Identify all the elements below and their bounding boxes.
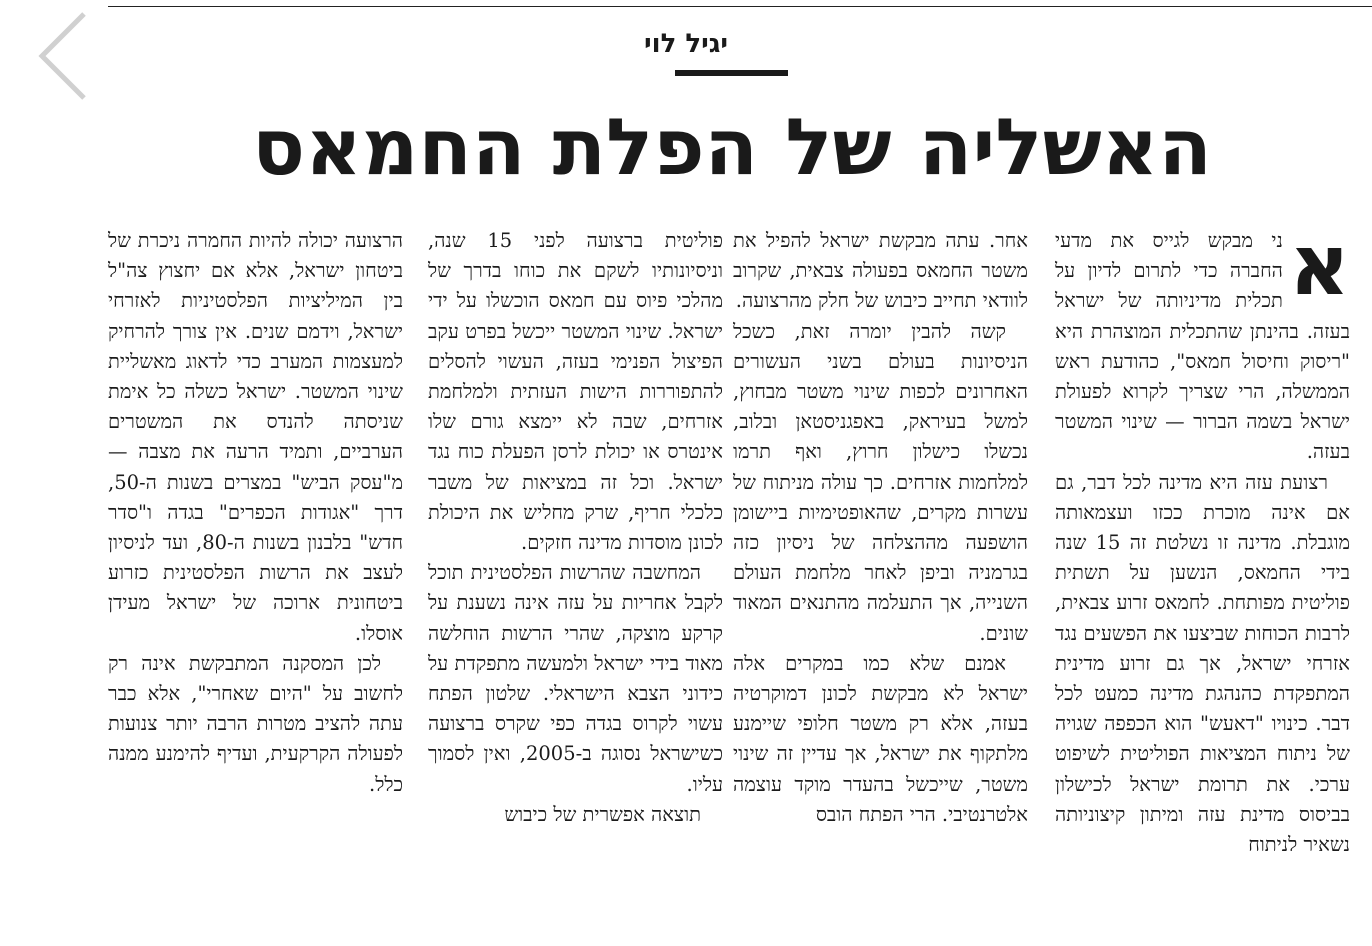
paragraph: אמנם שלא כמו במקרים אלה ישראל לא מבקשת לכונן דמוקרטיה בעזה, אלא רק משטר חלופי שיימנע מלתקוף את ישראל, אך עדיין זה שינוי משטר, שייכשל בהעדר מוקד עוצמה אלטרנטיבי. הרי הפתח הובס — [733, 651, 1028, 826]
article-column-4 — [108, 226, 403, 942]
top-rule — [108, 6, 1372, 7]
author-name: יגיל לוי — [643, 29, 729, 59]
drop-cap: א — [1288, 226, 1350, 314]
author-underline — [675, 70, 788, 76]
paragraph: רצועת עזה היא מדינה לכל דבר, גם אם אינה מוכרת ככזו ועצמאותה מוגבלת. מדינה זו נשלטת זה 15 שנה בידי החמאס, הנשען על תשתית פוליטית מפותחת. לחמאס זרוע צבאית, לרבות הכוחות שביצעו את הפשעים נגד אזרחי ישראל, אך גם זרוע מדינית המתפקדת כהנהגת מדינה כמעט לכל דבר. כינויו "דאעש" הוא הכפפה שגויה של ניתוח המציאות הפוליטית לשיפוט ערכי. את תרומת ישראל לכישלון בביסוס מדינת עזה ומיתון קיצוניותה נשאיר לניתוח — [1055, 470, 1350, 857]
article-column-3 — [428, 226, 723, 942]
article-column-1 — [1055, 226, 1350, 942]
paragraph: המחשבה שהרשות הפלסטינית תוכל לקבל אחריות על עזה אינה נשענת על קרקע מוצקה, שהרי הרשות הוחלשה מאוד בידי ישראל ולמעשה מתפקדת על כידוני הצבא הישראלי. שלטון הפתח עשוי לקרוס בגדה כפי שקרס ברצועה כשישראל נסוגה ב-2005, ואין לסמוך עליו. — [428, 561, 723, 796]
paragraph: אחר. עתה מבקשת ישראל להפיל את משטר החמאס בפעולה צבאית, שקרוב לוודאי תחייב כיבוש של חלק מהרצועה. — [733, 229, 1028, 313]
paragraph: תוצאה אפשרית של כיבוש — [504, 802, 701, 826]
article-column-2 — [733, 226, 1028, 942]
article-body — [108, 226, 1350, 942]
paragraph: הרצועה יכולה להיות החמרה ניכרת של ביטחון ישראל, אלא אם יחצוץ צה"ל בין המיליציות הפלסטיניות לאזרחי ישראל, וידמם שנים. אין צורך להרחיק למעצמות המערב כדי לדאוג מאשליית שינוי המשטר. ישראל כשלה כל אימת שניסתה להנדס את המשטרים הערביים, ותמיד הרעה את מצבה — מ"עסק הביש" במצרים בשנות ה-50, דרך "אגודות הכפרים" בגדה ו"סדר חדש" בלבנון בשנות ה-80, ועד לניסיון לעצב את הרשות הפלסטינית כזרוע ביטחונית ארוכה של ישראל מעידן אוסלו. — [108, 229, 403, 645]
paragraph: קשה להבין יומרה זאת, כשכל הניסיונות בעולם בשני העשורים האחרונים לכפות שינוי משטר מבחוץ, למשל בעיראק, באפגניסטאן ובלוב, נכשלו כישלון חרוץ, ואף תרמו למלחמות אזרחים. כך עולה מניתוח של עשרות מקרים, שהאופטימיות ביישומן הושפעה מההצלחה של ניסיון כזה בגרמניה וביפן לאחר מלחמת העולם השנייה, אך התעלמה מהתנאים המאוד שונים. — [733, 319, 1028, 645]
paragraph: ני מבקש לגייס את מדעי החברה כדי לתרום לדיון על תכלית מדיניותה של ישראל בעזה. בהינתן שהתכלית המוצהרת היא "ריסוק וחיסול חמאס", כהודעת ראש הממשלה, הרי שצריך לקרוא לפעולת ישראל בשמה הברור — שינוי המשטר בעזה. — [1055, 229, 1350, 464]
article-headline: האשליה של הפלת החמאס — [252, 103, 1212, 193]
paragraph: לכן המסקנה המתבקשת אינה רק לחשוב על "היום שאחרי", אלא כבר עתה להציב מטרות הרבה יותר צנועות לפעולה הקרקעית, ועדיף להימנע ממנה כלל. — [108, 651, 403, 796]
paragraph: פוליטית ברצועה לפני 15 שנה, וניסיונותיו לשקם את כוחו בדרך של מהלכי פיוס עם חמאס הוכשלו על ידי ישראל. שינוי המשטר ייכשל בפרט עקב הפיצול הפנימי בעזה, העשוי להסלים להתפוררות הישות העזתית ולמלחמת אזרחים, שבה לא יימצא גורם שלו אינטרס או יכולת לרסן הפעלת כוח נגד ישראל. וכל זה במציאות של משבר כלכלי חריף, שרק מחליש את היכולת לכונן מוסדות מדינה חזקים. — [428, 229, 723, 555]
